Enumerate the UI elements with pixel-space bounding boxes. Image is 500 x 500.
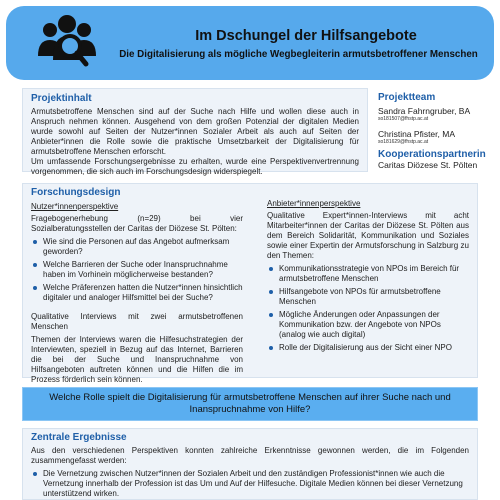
qual-interview-title: Qualitative Interviews mit zwei armutsbetroffenen Menschen [31,312,243,331]
projektinhalt-text-1: Armutsbetroffene Menschen sind auf der Suche nach Hilfe und wollen diese auch in Anspruch nehmen können. Ausgehend von dem großen Potenzial der digitalen Medien wurde sowohl auf Seiten der Nutzer*innen Sozialer Arbeit als auch auf Seiten der Anbieter*innen die Rolle sowie die praktische Umsetzbarkeit der Digitalisierung für armutsbetroffene Menschen erforscht. [31,107,359,156]
ergebnisse-bullet-list [31,469,469,499]
qual-interview-text: Themen der Interviews waren die Hilfesuchstrategien der Interviewten, speziell in Bezug auf das Internet, Barrieren die bei der Suche und Inanspruchnahme von Hilfsangeboten auftreten können und die Hilfen die im Prozess förderlich sein können. [31,335,243,384]
list-item: Kommunikationsstrategie von NPOs im Bereich für armutsbetroffene Menschen [267,264,469,284]
team-member-email: so181507@fhstp.ac.at [378,116,429,122]
partner-title: Kooperationspartnerin [378,149,486,160]
projektteam-panel [378,92,494,170]
list-item: Welche Barrieren der Suche oder Inanspruchnahme haben im Vorhinein möglicherweise bestanden? [31,260,243,280]
nutzer-subtitle: Nutzer*innenperspektive [31,202,119,211]
team-member-name: Sandra Fahrngruber, BA [378,106,471,116]
people-search-icon [36,12,98,70]
team-member-email: so181629@fhstp.ac.at [378,139,429,145]
nutzer-intro: Fragebogenerhebung (n=29) bei vier Sozialberatungsstellen der Caritas der Diözese St. Pölten: [31,214,243,233]
list-item: Rolle der Digitalisierung aus der Sicht einer NPO [267,343,469,353]
list-item: Mögliche Änderungen oder Anpassungen der Kommunikation bzw. der Angebote von NPOs (analog wie auch digital) [267,310,469,340]
projektinhalt-text-2: Um umfassende Forschungsergebnisse zu erhalten, wurde eine Perspektivenvertrennung vorgenommen, die sich auch im Forschungsdesign widerspiegelt. [31,157,359,176]
list-item: Wie sind die Personen auf das Angebot aufmerksam geworden? [31,237,243,257]
projektinhalt-title: Projektinhalt [31,93,92,104]
anbieter-column [267,199,469,353]
projektinhalt-panel [22,88,368,176]
nutzer-bullet-list [31,237,243,303]
team-member-name: Christina Pfister, MA [378,129,455,139]
ergebnisse-panel [22,428,478,500]
projektteam-title: Projektteam [378,92,436,103]
forschungsdesign-title: Forschungsdesign [31,187,121,198]
research-question-text: Welche Rolle spielt die Digitalisierung für armutsbetroffene Menschen auf ihrer Suche nach und Inanspruchnahme von Hilfe? [49,392,451,415]
ergebnisse-intro: Aus den verschiedenen Perspektiven konnten zahlreiche Erkenntnisse gewonnen werden, die im Folgenden zusammengefasst werden: [31,446,469,465]
anbieter-intro: Qualitative Expert*innen-Interviews mit acht Mitarbeiter*innen der Caritas der Diözese St. Pölten aus dem Bereich Solidarität, Kommunikation und Soziales sowie einer Expertin der Armutsforschung in Salzburg zu den Themen: [267,211,469,260]
research-question-banner [22,387,478,421]
page-subtitle: Die Digitalisierung als mögliche Wegbegleiterin armutsbetroffener Menschen [119,49,478,60]
header-banner [6,6,494,80]
anbieter-bullet-list [267,264,469,353]
nutzer-column [31,202,243,385]
list-item: Die Vernetzung zwischen Nutzer*innen der Sozialen Arbeit und den zuständigen Professionist*innen wie auch die Vernetzung innerhalb der Profession ist das Um und Auf der Hilfesuche. Digitale Medien können bei dieser Vernetzung unterstützend wirken. [31,469,469,499]
page-title: Im Dschungel der Hilfsangebote [195,28,417,44]
ergebnisse-title: Zentrale Ergebnisse [31,432,127,443]
partner-name: Caritas Diözese St. Pölten [378,160,478,170]
anbieter-subtitle: Anbieter*innenperspektive [267,199,361,208]
forschungsdesign-panel [22,183,478,384]
list-item: Welche Präferenzen hatten die Nutzer*innen hinsichtlich digitaler und analoger Hilfsmittel bei der Suche? [31,283,243,303]
list-item: Hilfsangebote von NPOs für armutsbetroffene Menschen [267,287,469,307]
